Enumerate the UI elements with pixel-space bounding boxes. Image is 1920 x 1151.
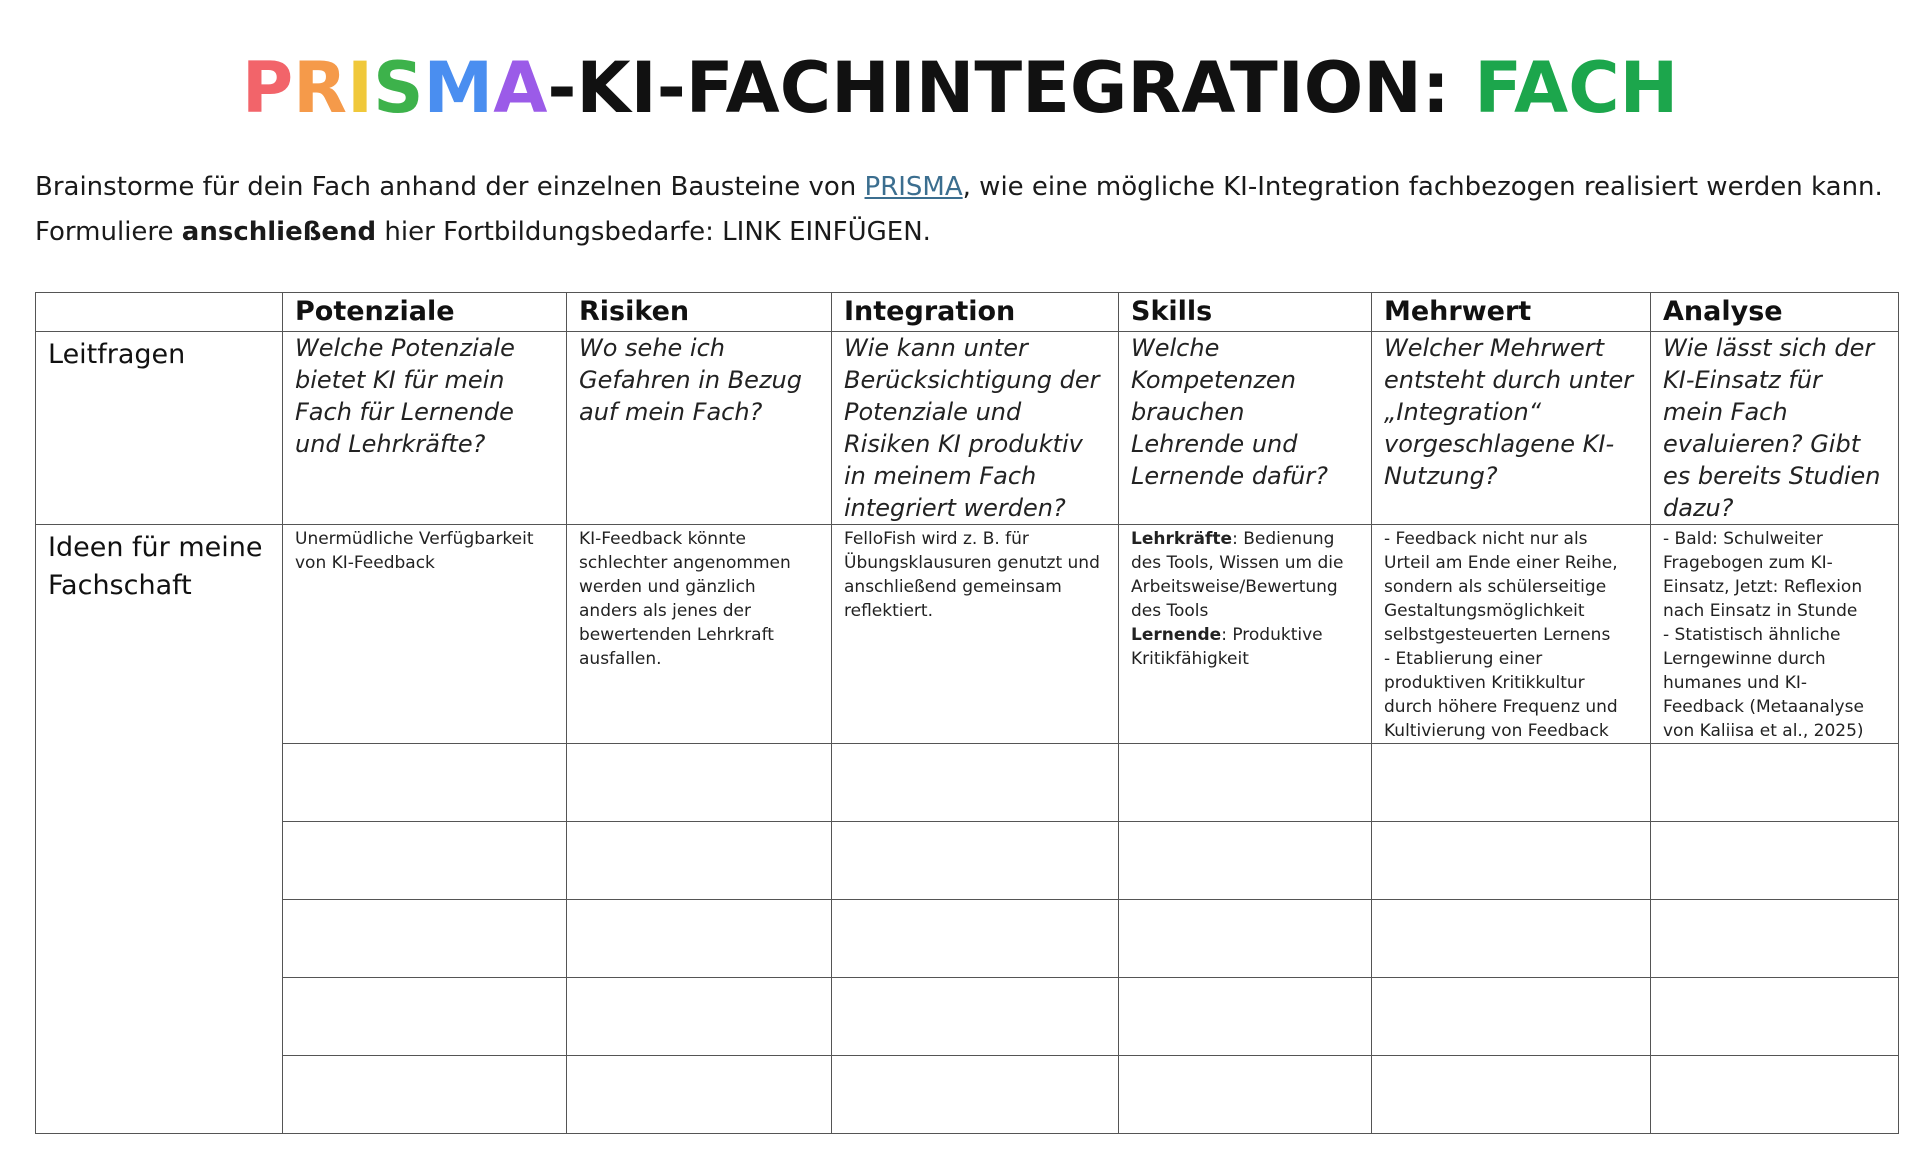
analyse-point-1: - Bald: Schulweiter Fragebogen zum KI-Einsatz, Jetzt: Reflexion nach Einsatz in Stunde <box>1663 529 1863 621</box>
prisma-letter-4: M <box>423 47 494 129</box>
intro-text-2: , wie eine mögliche KI-Integration fachbezogen realisiert werden kann. Formuliere <box>35 172 1883 247</box>
empty-cell[interactable] <box>1119 744 1372 822</box>
idee-mehrwert[interactable] <box>1372 525 1651 744</box>
prisma-link[interactable]: PRISMA <box>864 172 963 202</box>
empty-row <box>36 978 1899 1056</box>
empty-cell[interactable] <box>832 900 1119 978</box>
empty-cell[interactable] <box>283 822 567 900</box>
empty-cell[interactable] <box>832 978 1119 1056</box>
intro-text-3: hier Fortbildungsbedarfe: LINK EINFÜGEN. <box>376 217 931 247</box>
leitfrage-potenziale[interactable]: Welche Potenziale bietet KI für mein Fach für Lernende und Lehrkräfte? <box>283 332 567 525</box>
idee-integration[interactable]: FelloFish wird z. B. für Übungsklausuren genutzt und anschließend gemeinsam reflektiert. <box>832 525 1119 744</box>
empty-cell[interactable] <box>832 744 1119 822</box>
prisma-letter-5: A <box>493 47 548 129</box>
empty-cell[interactable] <box>567 1056 832 1134</box>
intro-bold: anschließend <box>181 217 377 247</box>
ideen-row-1 <box>36 525 1899 744</box>
header-analyse: Analyse <box>1651 293 1899 332</box>
intro-paragraph <box>35 165 1895 255</box>
title-middle: -KI-FACHINTEGRATION: <box>547 47 1475 129</box>
planning-table <box>35 292 1899 1134</box>
empty-cell[interactable] <box>1119 822 1372 900</box>
empty-row <box>36 900 1899 978</box>
skills-lehrkraefte-text: : Bedienung des Tools, Wissen um die Arbeitsweise/Bewertung des Tools <box>1131 529 1344 621</box>
empty-cell[interactable] <box>567 978 832 1056</box>
idee-potenziale[interactable]: Unermüdliche Verfügbarkeit von KI-Feedback <box>283 525 567 744</box>
leitfrage-analyse[interactable]: Wie lässt sich der KI-Einsatz für mein Fach evaluieren? Gibt es bereits Studien dazu? <box>1651 332 1899 525</box>
leitfrage-integration[interactable]: Wie kann unter Berücksichtigung der Potenziale und Risiken KI produktiv in meinem Fach integriert werden? <box>832 332 1119 525</box>
empty-cell[interactable] <box>1651 822 1899 900</box>
leitfragen-label: Leitfragen <box>36 332 283 525</box>
idee-analyse[interactable] <box>1651 525 1899 744</box>
empty-cell[interactable] <box>1119 1056 1372 1134</box>
skills-lernende-text: : Produktive Kritikfähigkeit <box>1131 625 1323 669</box>
leitfrage-skills[interactable]: Welche Kompetenzen brauchen Lehrende und Lernende dafür? <box>1119 332 1372 525</box>
leitfrage-risiken[interactable]: Wo sehe ich Gefahren in Bezug auf mein Fach? <box>567 332 832 525</box>
empty-cell[interactable] <box>832 822 1119 900</box>
prisma-letter-1: R <box>293 47 348 129</box>
idee-risiken[interactable]: KI-Feedback könnte schlechter angenommen werden und gänzlich anders als jenes der bewertenden Lehrkraft ausfallen. <box>567 525 832 744</box>
header-empty <box>36 293 283 332</box>
empty-cell[interactable] <box>1372 744 1651 822</box>
mehrwert-point-2: - Etablierung einer produktiven Kritikkultur durch höhere Frequenz und Kultivierung von Feedback <box>1384 649 1618 741</box>
analyse-point-2: - Statistisch ähnliche Lerngewinne durch humanes und KI-Feedback (Metaanalyse von Kaliisa et al., 2025) <box>1663 625 1864 741</box>
header-row <box>36 293 1899 332</box>
empty-cell[interactable] <box>1372 978 1651 1056</box>
empty-row <box>36 822 1899 900</box>
intro-text-1: Brainstorme für dein Fach anhand der einzelnen Bausteine von <box>35 172 865 202</box>
header-integration: Integration <box>832 293 1119 332</box>
empty-cell[interactable] <box>567 900 832 978</box>
empty-cell[interactable] <box>283 1056 567 1134</box>
empty-cell[interactable] <box>567 744 832 822</box>
skills-lernende-label: Lernende <box>1131 625 1222 645</box>
prisma-rainbow-logo <box>242 47 548 129</box>
empty-row <box>36 744 1899 822</box>
header-potenziale: Potenziale <box>283 293 567 332</box>
page-title <box>0 48 1920 128</box>
prisma-letter-0: P <box>241 47 294 129</box>
leitfrage-mehrwert[interactable]: Welcher Mehrwert entsteht durch unter „Integration“ vorgeschlagene KI-Nutzung? <box>1372 332 1651 525</box>
mehrwert-point-1: - Feedback nicht nur als Urteil am Ende einer Reihe, sondern als schülerseitige Gestaltungsmöglichkeit selbstgesteuerten Lernens <box>1384 529 1618 645</box>
empty-cell[interactable] <box>1119 900 1372 978</box>
empty-cell[interactable] <box>1651 1056 1899 1134</box>
header-risiken: Risiken <box>567 293 832 332</box>
empty-cell[interactable] <box>1651 744 1899 822</box>
title-subject: FACH <box>1474 47 1679 129</box>
empty-cell[interactable] <box>283 744 567 822</box>
prisma-letter-3: S <box>373 47 424 129</box>
empty-cell[interactable] <box>567 822 832 900</box>
ideen-label: Ideen für meine Fachschaft <box>36 525 283 1134</box>
idee-skills[interactable] <box>1119 525 1372 744</box>
empty-cell[interactable] <box>1372 900 1651 978</box>
empty-cell[interactable] <box>832 1056 1119 1134</box>
header-mehrwert: Mehrwert <box>1372 293 1651 332</box>
header-skills: Skills <box>1119 293 1372 332</box>
empty-cell[interactable] <box>1119 978 1372 1056</box>
prisma-letter-2: I <box>347 47 374 129</box>
empty-cell[interactable] <box>1651 978 1899 1056</box>
empty-cell[interactable] <box>1372 822 1651 900</box>
empty-cell[interactable] <box>283 978 567 1056</box>
empty-cell[interactable] <box>1372 1056 1651 1134</box>
skills-lehrkraefte-label: Lehrkräfte <box>1131 529 1233 549</box>
empty-row <box>36 1056 1899 1134</box>
empty-cell[interactable] <box>283 900 567 978</box>
empty-cell[interactable] <box>1651 900 1899 978</box>
leitfragen-row <box>36 332 1899 525</box>
